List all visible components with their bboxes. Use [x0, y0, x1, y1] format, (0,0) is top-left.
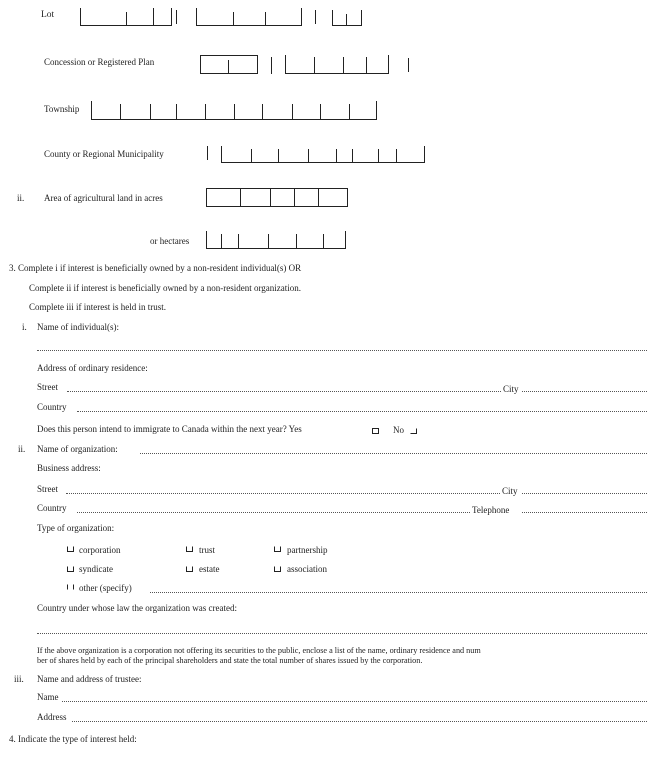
estate-label: estate	[199, 564, 220, 574]
trustee-heading: Name and address of trustee:	[37, 674, 142, 684]
individual-name-label: Name of individual(s):	[37, 322, 119, 332]
organization-country-field[interactable]	[77, 511, 470, 513]
trust-checkbox[interactable]	[186, 546, 193, 552]
area-label: Area of agricultural land in acres	[44, 193, 163, 203]
individual-address-label: Address of ordinary residence:	[37, 363, 148, 373]
country-law-label: Country under whose law the organization was created:	[37, 603, 238, 613]
concession-label: Concession or Registered Plan	[44, 57, 155, 67]
business-address-label: Business address:	[37, 463, 101, 473]
individual-street-field[interactable]	[67, 390, 501, 392]
syndicate-checkbox[interactable]	[67, 566, 74, 572]
telephone-label: Telephone	[472, 505, 510, 515]
individual-street-label: Street	[37, 382, 58, 392]
syndicate-label: syndicate	[79, 564, 113, 574]
organization-name-field[interactable]	[140, 452, 647, 454]
trustee-address-label: Address	[37, 712, 67, 722]
individual-city-field[interactable]	[522, 390, 647, 392]
other-label: other (specify)	[79, 583, 132, 593]
other-specify-field[interactable]	[150, 591, 647, 593]
association-label: association	[287, 564, 327, 574]
corporation-label: corporation	[79, 545, 121, 555]
lot-label: Lot	[41, 10, 55, 20]
county-label: County or Regional Municipality	[44, 149, 164, 159]
immigrate-yes-checkbox[interactable]	[372, 428, 379, 434]
individual-name-field[interactable]	[37, 349, 647, 351]
township-label: Township	[44, 104, 80, 114]
organization-street-label: Street	[37, 484, 58, 494]
individual-country-label: Country	[37, 402, 67, 412]
organization-street-field[interactable]	[66, 492, 500, 494]
immigrate-no-label: No	[393, 425, 404, 435]
organization-type-label: Type of organization:	[37, 523, 115, 533]
organization-city-field[interactable]	[522, 492, 647, 494]
individual-city-label: City	[503, 384, 519, 394]
area-number: ii.	[17, 193, 25, 203]
partnership-label: partnership	[287, 545, 328, 555]
hectares-label: or hectares	[150, 236, 190, 246]
trust-label: trust	[199, 545, 216, 555]
association-checkbox[interactable]	[274, 566, 281, 572]
telephone-field[interactable]	[522, 511, 647, 513]
organization-country-label: Country	[37, 503, 67, 513]
corporation-checkbox[interactable]	[67, 546, 74, 552]
corporation-note-line2: ber of shares held by each of the principal shareholders and state the total number of shares issued by the corporation.	[37, 656, 423, 665]
country-law-field[interactable]	[37, 632, 647, 634]
organization-number: ii.	[18, 444, 26, 454]
other-checkbox[interactable]	[67, 584, 74, 590]
organization-city-label: City	[502, 486, 518, 496]
trustee-name-field[interactable]	[62, 700, 647, 702]
section3-line2: Complete ii if interest is beneficially owned by a non-resident organization.	[29, 283, 302, 293]
trustee-address-field[interactable]	[72, 720, 647, 722]
corporation-note-line1: If the above organization is a corporation not offering its securities to the public, enclose a list of the name, ordinary residence and num	[37, 646, 481, 655]
organization-name-label: Name of organization:	[37, 444, 118, 454]
estate-checkbox[interactable]	[186, 566, 193, 572]
section3-line1: 3. Complete i if interest is beneficially owned by a non-resident individual(s) OR	[9, 263, 302, 273]
immigrate-no-checkbox[interactable]	[410, 428, 417, 434]
trustee-name-label: Name	[37, 692, 59, 702]
section3-line3: Complete iii if interest is held in trust.	[29, 302, 166, 312]
section4-line: 4. Indicate the type of interest held:	[9, 734, 137, 744]
partnership-checkbox[interactable]	[274, 546, 281, 552]
immigrate-question: Does this person intend to immigrate to Canada within the next year? Yes	[37, 424, 302, 434]
individual-number: i.	[22, 322, 27, 332]
trustee-number: iii.	[14, 674, 24, 684]
individual-country-field[interactable]	[77, 410, 647, 412]
